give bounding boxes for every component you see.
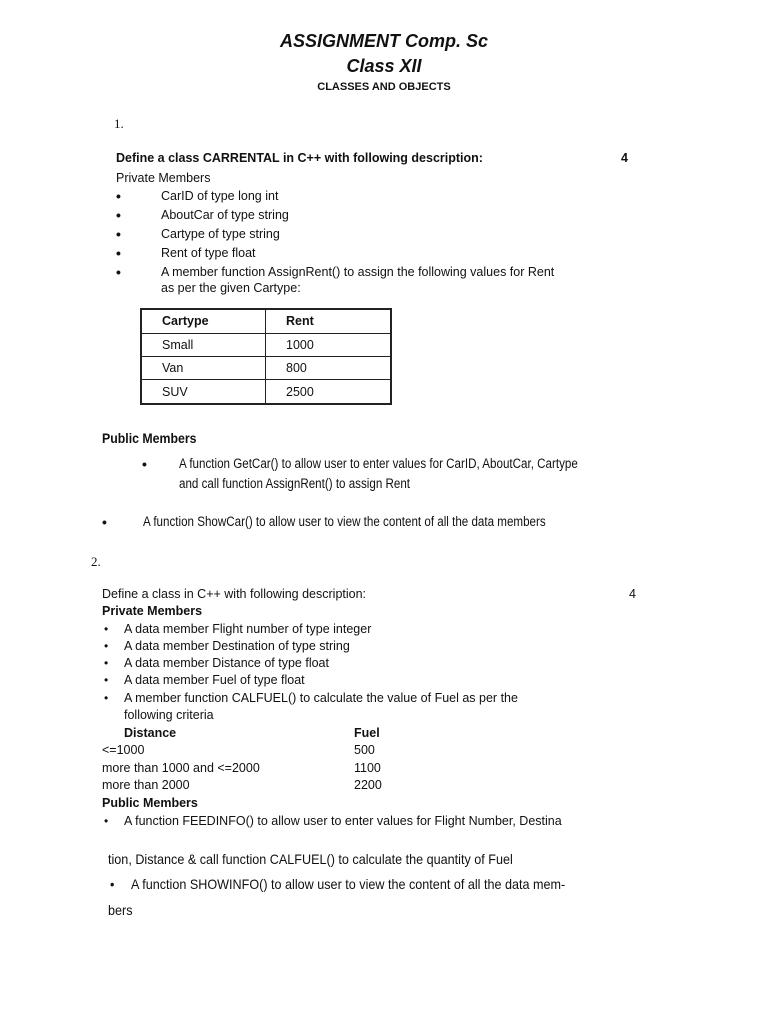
q1-public-item-continuation: and call function AssignRent() to assign Rent [179, 476, 411, 491]
table-cell: SUV [141, 380, 266, 404]
bullet-icon: • [104, 622, 109, 636]
q1-heading: Define a class CARRENTAL in C++ with following description: [116, 151, 483, 165]
bullet-icon: • [110, 876, 115, 892]
criteria-fuel: 2200 [354, 778, 382, 792]
q2-heading: Define a class in C++ with following description: [102, 587, 367, 601]
table-cell: 800 [266, 356, 392, 379]
q2-private-label: Private Members [102, 604, 203, 618]
q1-public-label: Public Members [102, 430, 197, 446]
q2-private-item: A data member Fuel of type float [124, 673, 305, 687]
q2-private-item: A data member Distance of type float [124, 656, 329, 670]
table-cell: 1000 [266, 333, 392, 356]
q1-public-item: A function ShowCar() to allow user to view the content of all the data members [143, 514, 546, 529]
bullet-icon: • [104, 814, 109, 828]
table-cell: Small [141, 333, 266, 356]
q2-private-item: A data member Flight number of type integer [124, 622, 372, 636]
bullet-icon: • [116, 226, 121, 242]
bullet-icon: • [142, 456, 147, 472]
rent-table [140, 308, 392, 405]
q1-public-item: A function GetCar() to allow user to enter values for CarID, AboutCar, Cartype [179, 456, 578, 471]
q1-private-item: CarID of type long int [161, 189, 279, 203]
table-row [141, 356, 391, 379]
bullet-icon: • [102, 514, 107, 530]
q1-private-item: AboutCar of type string [161, 208, 289, 222]
q2-public-item: A function SHOWINFO() to allow user to view the content of all the data mem- [131, 876, 566, 892]
criteria-distance: more than 1000 and <=2000 [102, 761, 260, 775]
assignment-title: ASSIGNMENT Comp. Sc [279, 31, 489, 51]
bullet-icon: • [116, 188, 121, 204]
topic-heading: CLASSES AND OBJECTS [317, 81, 451, 93]
q1-marks: 4 [621, 151, 628, 165]
criteria-header-distance: Distance [124, 726, 177, 740]
q2-public-item-continuation: tion, Distance & call function CALFUEL() to calculate the quantity of Fuel [108, 851, 513, 867]
q1-private-item: A member function AssignRent() to assign the following values for Rent [161, 265, 555, 279]
q2-private-item: A data member Destination of type string [124, 639, 350, 653]
bullet-icon: • [104, 656, 109, 670]
bullet-icon: • [116, 264, 121, 280]
table-row [141, 380, 391, 404]
criteria-fuel: 500 [354, 743, 375, 757]
q2-public-item: A function FEEDINFO() to allow user to enter values for Flight Number, Destina [124, 814, 562, 828]
table-header-cell: Cartype [141, 309, 266, 333]
q2-private-item: A member function CALFUEL() to calculate the value of Fuel as per the [124, 691, 518, 705]
criteria-header-fuel: Fuel [354, 726, 380, 740]
criteria-distance: more than 2000 [102, 778, 190, 792]
q2-public-label: Public Members [102, 796, 198, 810]
bullet-icon: • [116, 245, 121, 261]
q2-marks: 4 [629, 587, 636, 601]
q2-private-item-continuation: following criteria [124, 708, 214, 722]
criteria-distance: <=1000 [102, 743, 145, 757]
criteria-fuel: 1100 [354, 761, 381, 775]
table-cell: Van [141, 356, 266, 379]
table-header-cell: Rent [266, 309, 392, 333]
q1-private-label: Private Members [116, 171, 211, 185]
q1-private-item: Cartype of type string [161, 227, 280, 241]
bullet-icon: • [116, 207, 121, 223]
table-cell: 2500 [266, 380, 392, 404]
question-2-number: 2. [91, 554, 101, 569]
class-title: Class XII [346, 56, 422, 76]
table-header-row [141, 309, 391, 333]
bullet-icon: • [104, 691, 109, 705]
table-row [141, 333, 391, 356]
q1-private-item: Rent of type float [161, 246, 256, 260]
bullet-icon: • [104, 673, 109, 687]
q2-public-item-continuation: bers [108, 902, 133, 918]
bullet-icon: • [104, 639, 109, 653]
question-1-number: 1. [114, 116, 124, 131]
q1-private-item-continuation: as per the given Cartype: [161, 281, 301, 295]
